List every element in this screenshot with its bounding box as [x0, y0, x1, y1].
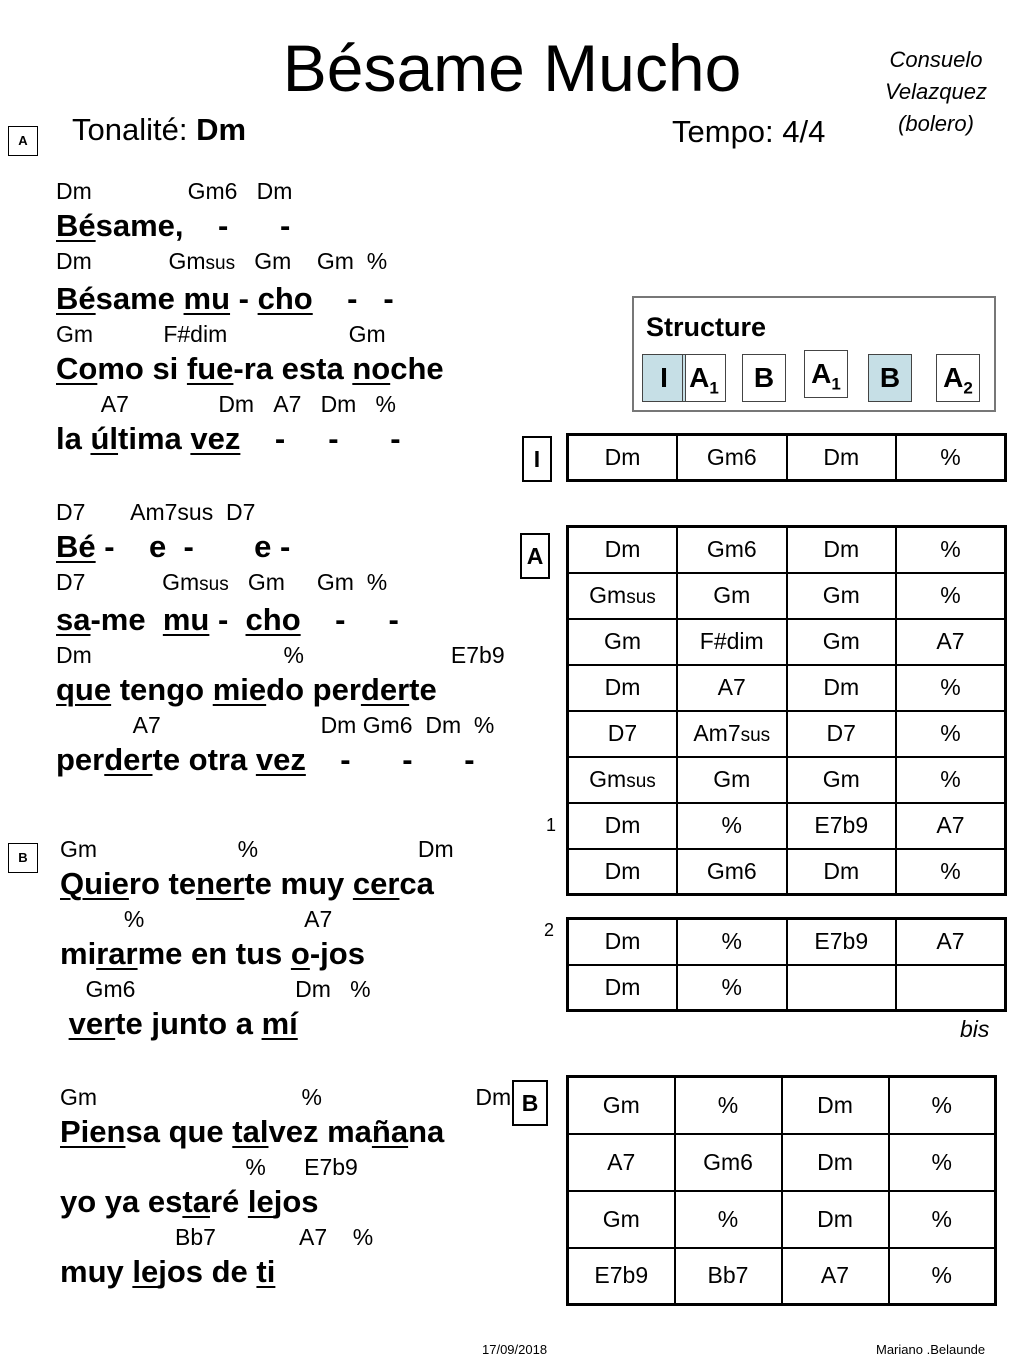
grid-cell: A7 — [896, 619, 1006, 665]
structure-title: Structure — [646, 312, 767, 342]
grid-cell — [787, 965, 897, 1011]
grid-cell: Dm — [787, 527, 897, 573]
song-title: Bésame Mucho — [282, 31, 742, 105]
intro-grid-label: I — [522, 436, 552, 482]
lyric-line: Como si fue-ra esta noche — [56, 351, 444, 386]
chord-line: D7 Am7sus D7 — [56, 499, 256, 525]
grid-row — [568, 1191, 996, 1248]
grid-cell: Dm — [568, 527, 678, 573]
grid-row — [568, 803, 1006, 849]
grid-row — [568, 757, 1006, 803]
chord-line: Gm F#dim Gm — [56, 321, 386, 347]
lyric-line: mirarme en tus o-jos — [60, 936, 365, 971]
grid-cell: Gm — [568, 1191, 675, 1248]
grid-row — [568, 849, 1006, 895]
grid-row — [568, 665, 1006, 711]
structure-item: $A_1$ — [682, 354, 726, 402]
grid-cell: Dm — [782, 1077, 889, 1134]
grid-cell: % — [896, 665, 1006, 711]
grid-cell: Dm — [568, 919, 678, 965]
grid-cell: Gm — [787, 757, 897, 803]
grid-cell: Gm — [568, 1077, 675, 1134]
footer-date: 17/09/2018 — [482, 1342, 548, 1357]
grid-cell: % — [675, 1191, 782, 1248]
grid-cell: Am7sus — [677, 711, 787, 757]
grid-cell: E7b9 — [787, 803, 897, 849]
grid-cell: A7 — [782, 1248, 889, 1305]
grid-cell: % — [896, 527, 1006, 573]
intro-chord-grid — [566, 433, 1007, 482]
chord-line: % A7 — [60, 906, 333, 932]
grid-cell: % — [889, 1248, 996, 1305]
grid-cell: % — [677, 803, 787, 849]
grid-cell: % — [889, 1134, 996, 1191]
grid-row — [568, 435, 1006, 481]
grid-cell: E7b9 — [787, 919, 897, 965]
grid-cell: Dm — [568, 849, 678, 895]
grid-cell: Dm — [787, 665, 897, 711]
grid-cell: % — [896, 757, 1006, 803]
grid-row — [568, 1134, 996, 1191]
grid-cell: F#dim — [677, 619, 787, 665]
grid-cell: A7 — [896, 803, 1006, 849]
grid-row — [568, 1248, 996, 1305]
grid-cell: % — [896, 435, 1006, 481]
structure-item: $A_1$ — [804, 350, 848, 398]
grid-cell: Gmsus — [568, 757, 678, 803]
grid-cell: Gm — [787, 573, 897, 619]
lyric-line: perderte otra vez - - - — [56, 742, 475, 777]
b-grid-label: B — [512, 1080, 548, 1126]
grid-cell: % — [889, 1191, 996, 1248]
grid-cell — [896, 965, 1006, 1011]
grid-row — [568, 919, 1006, 965]
lyric-line: Bésame, - - — [56, 208, 291, 243]
lyric-line: muy lejos de ti — [60, 1254, 276, 1289]
chord-line: Gm % Dm — [60, 1084, 512, 1110]
key-value: Dm — [196, 112, 247, 147]
chord-line: Gm6 Dm % — [60, 976, 371, 1002]
grid-cell: % — [896, 711, 1006, 757]
grid-cell: Gm — [787, 619, 897, 665]
grid-cell: A7 — [568, 1134, 675, 1191]
chord-line: Dm Gm6 Dm — [56, 178, 293, 204]
grid-row — [568, 573, 1006, 619]
grid-cell: Dm — [787, 849, 897, 895]
tempo: Tempo: 4/4 — [672, 114, 826, 149]
first-ending-mark: 1 — [546, 815, 557, 835]
grid-cell: Gm6 — [677, 435, 787, 481]
grid-cell: Dm — [782, 1134, 889, 1191]
structure-panel — [632, 296, 996, 412]
grid-cell: Gm — [677, 573, 787, 619]
lyric-line: sa-me mu - cho - - — [56, 602, 399, 637]
composer-line-3: (bolero) — [898, 111, 974, 136]
grid-row — [568, 619, 1006, 665]
lyric-line: Bé - e - e - — [56, 529, 291, 564]
grid-cell: Dm — [568, 665, 678, 711]
grid-cell: Gm — [568, 619, 678, 665]
bis-mark: bis — [960, 1016, 990, 1042]
chord-line: A7 Dm A7 Dm % — [56, 391, 396, 417]
chord-line: Dm % E7b9 — [56, 642, 505, 668]
grid-cell: Gm — [677, 757, 787, 803]
grid-cell: % — [889, 1077, 996, 1134]
key-label: Tonalité: — [72, 112, 197, 147]
grid-row — [568, 711, 1006, 757]
grid-cell: Gm6 — [677, 849, 787, 895]
structure-item: I — [642, 354, 686, 402]
grid-cell: Dm — [568, 965, 678, 1011]
grid-cell: Dm — [568, 435, 678, 481]
lyrics-section-a — [56, 176, 505, 780]
lyric-line: yo ya estaré lejos — [60, 1184, 319, 1219]
grid-row — [568, 527, 1006, 573]
grid-row — [568, 965, 1006, 1011]
second-ending-mark: 2 — [544, 920, 555, 940]
grid-cell: % — [677, 919, 787, 965]
grid-cell: Gm6 — [677, 527, 787, 573]
section-a-marker: A — [8, 126, 38, 156]
a-ending2-chord-grid — [566, 917, 1007, 1012]
lyric-line: verte junto a mí — [68, 1006, 298, 1041]
grid-cell: D7 — [568, 711, 678, 757]
lyric-line: que tengo miedo perderte — [56, 672, 437, 707]
grid-cell: % — [675, 1077, 782, 1134]
chord-line: Gm % Dm — [60, 836, 454, 862]
grid-row — [568, 1077, 996, 1134]
lyric-line: Quiero tenerte muy cerca — [60, 866, 434, 901]
grid-cell: A7 — [677, 665, 787, 711]
grid-cell: % — [677, 965, 787, 1011]
grid-cell: Bb7 — [675, 1248, 782, 1305]
footer-author: Mariano .Belaunde — [876, 1342, 986, 1357]
grid-cell: Dm — [782, 1191, 889, 1248]
grid-cell: Gmsus — [568, 573, 678, 619]
grid-cell: Dm — [787, 435, 897, 481]
key-signature — [72, 112, 246, 148]
structure-item: B — [868, 354, 912, 402]
chord-line: Dm Gmsus Gm Gm % — [56, 248, 388, 274]
a-grid-label: A — [520, 533, 550, 579]
chord-line: D7 Gmsus Gm Gm % — [56, 569, 388, 595]
grid-cell: Dm — [568, 803, 678, 849]
composer-credit — [866, 44, 1006, 140]
structure-item: B — [742, 354, 786, 402]
composer-line-2: Velazquez — [885, 79, 987, 104]
lyrics-section-b — [60, 834, 511, 1292]
grid-cell: E7b9 — [568, 1248, 675, 1305]
grid-cell: % — [896, 573, 1006, 619]
lyric-line: la última vez - - - — [56, 421, 401, 456]
chord-line: % E7b9 — [60, 1154, 358, 1180]
composer-line-1: Consuelo — [889, 47, 983, 72]
lyric-line: Piensa que talvez mañana — [60, 1114, 445, 1149]
a-chord-grid — [566, 525, 1007, 896]
section-b-marker: B — [8, 843, 38, 873]
grid-cell: A7 — [896, 919, 1006, 965]
chord-line: A7 Dm Gm6 Dm % — [56, 712, 495, 738]
grid-cell: % — [896, 849, 1006, 895]
chord-line: Bb7 A7 % — [60, 1224, 374, 1250]
grid-cell: D7 — [787, 711, 897, 757]
b-chord-grid — [566, 1075, 997, 1306]
lyric-line: Bésame mu - cho - - — [56, 281, 394, 316]
grid-cell: Gm6 — [675, 1134, 782, 1191]
structure-item: $A_2$ — [936, 354, 980, 402]
